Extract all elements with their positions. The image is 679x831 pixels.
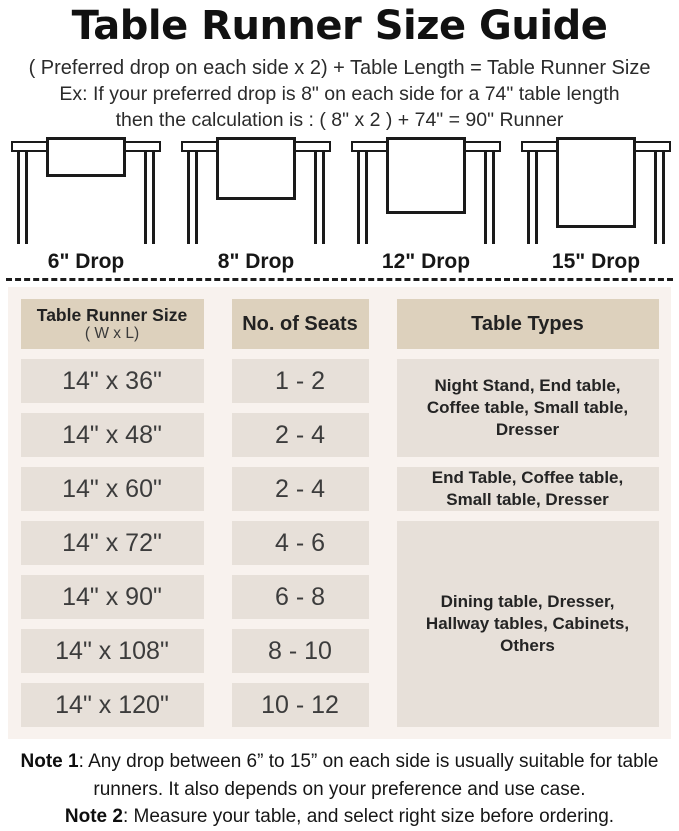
table-types-cell: Night Stand, End table, Coffee table, Small table, Dresser bbox=[397, 359, 659, 457]
note-line bbox=[4, 803, 676, 831]
drop-label: 15" Drop bbox=[551, 250, 641, 274]
size-guide-table bbox=[8, 287, 671, 739]
runner-shape bbox=[386, 137, 466, 214]
seats-cell: 1 - 2 bbox=[232, 359, 369, 403]
table-leg-right bbox=[314, 151, 325, 244]
table-illustration bbox=[341, 137, 511, 275]
runner-size-cell: 14" x 90" bbox=[21, 575, 204, 619]
footer-notes bbox=[4, 748, 676, 831]
table-illustration bbox=[171, 137, 341, 275]
table-types-header-text: Table Types bbox=[471, 312, 584, 335]
runner-size-cell: 14" x 120" bbox=[21, 683, 204, 727]
runner-shape bbox=[46, 137, 126, 177]
table-types-cell: Dining table, Dresser, Hallway tables, Cabinets, Others bbox=[397, 521, 659, 727]
seats-header-text: No. of Seats bbox=[242, 312, 358, 335]
table-runner-size-guide-page bbox=[0, 2, 679, 828]
table-leg-left bbox=[17, 151, 28, 244]
note-text: : Measure your table, and select right size before ordering. bbox=[122, 806, 615, 828]
runner-size-header-text: Table Runner Size bbox=[36, 304, 188, 325]
column-header-seats bbox=[232, 299, 369, 349]
table-leg-left bbox=[527, 151, 538, 244]
table-drawing bbox=[171, 137, 341, 245]
table-leg-right bbox=[144, 151, 155, 244]
example-line-1: Ex: If your preferred drop is 8" on each side for a 74" table length bbox=[59, 83, 620, 105]
table-illustration bbox=[1, 137, 171, 275]
table-leg-left bbox=[357, 151, 368, 244]
drop-illustrations-row bbox=[0, 137, 679, 275]
table-leg-right bbox=[654, 151, 665, 244]
seats-cell: 4 - 6 bbox=[232, 521, 369, 565]
table-leg-left bbox=[187, 151, 198, 244]
runner-size-cell: 14" x 72" bbox=[21, 521, 204, 565]
drop-label: 6" Drop bbox=[47, 250, 125, 274]
seats-cell: 2 - 4 bbox=[232, 413, 369, 457]
runner-shape bbox=[216, 137, 296, 200]
table-leg-right bbox=[484, 151, 495, 244]
table-drawing bbox=[341, 137, 511, 245]
table-types-cell: End Table, Coffee table, Small table, Dresser bbox=[397, 467, 659, 511]
runner-size-cell: 14" x 48" bbox=[21, 413, 204, 457]
table-illustration bbox=[511, 137, 679, 275]
note-label: Note 2 bbox=[64, 806, 123, 828]
note-text: : Any drop between 6” to 15” on each side is usually suitable for table runners. It also depends on your preference and use case. bbox=[78, 751, 659, 800]
column-header-runner-size bbox=[21, 299, 204, 349]
page-title: Table Runner Size Guide bbox=[71, 3, 608, 49]
seats-cell: 8 - 10 bbox=[232, 629, 369, 673]
seats-cell: 10 - 12 bbox=[232, 683, 369, 727]
runner-shape bbox=[556, 137, 636, 228]
seats-cell: 2 - 4 bbox=[232, 467, 369, 511]
runner-size-cell: 14" x 108" bbox=[21, 629, 204, 673]
note-line bbox=[4, 748, 676, 803]
dashed-divider bbox=[6, 278, 673, 281]
runner-size-cell: 14" x 36" bbox=[21, 359, 204, 403]
note-label: Note 1 bbox=[20, 751, 79, 773]
table-drawing bbox=[1, 137, 171, 245]
drop-label: 12" Drop bbox=[381, 250, 471, 274]
runner-size-header-sub: ( W x L) bbox=[84, 325, 140, 343]
column-header-table-types bbox=[397, 299, 659, 349]
runner-size-cell: 14" x 60" bbox=[21, 467, 204, 511]
table-drawing bbox=[511, 137, 679, 245]
formula-text: ( Preferred drop on each side x 2) + Table Length = Table Runner Size bbox=[28, 57, 651, 79]
example-line-2: then the calculation is : ( 8" x 2 ) + 74" = 90" Runner bbox=[115, 109, 564, 132]
guide-header bbox=[0, 2, 679, 133]
drop-label: 8" Drop bbox=[217, 250, 295, 274]
seats-cell: 6 - 8 bbox=[232, 575, 369, 619]
